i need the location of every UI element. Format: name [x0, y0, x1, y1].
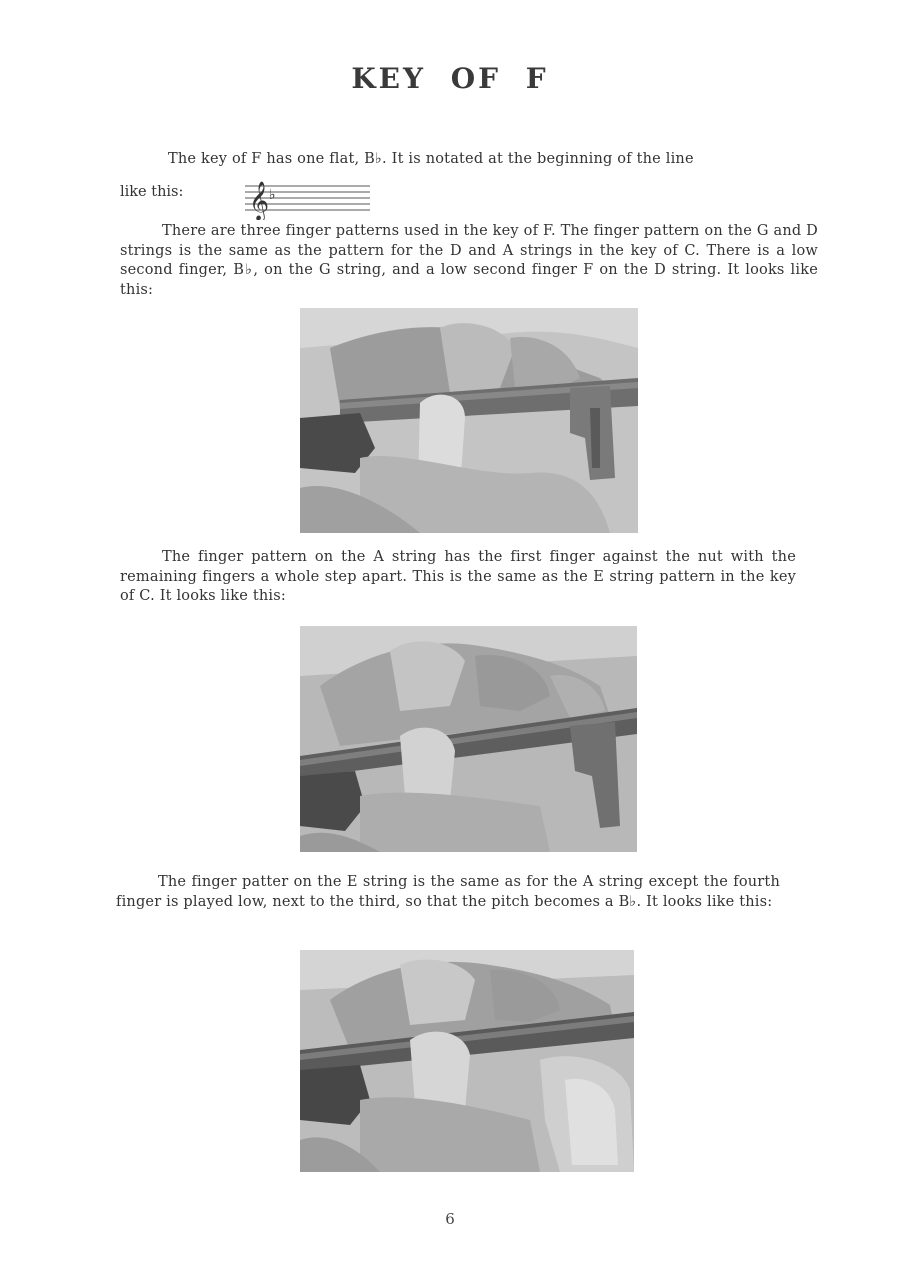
- finger-pattern-g-d-strings-photo: [300, 308, 638, 533]
- paragraph-e-string: [116, 873, 780, 912]
- finger-pattern-e-string-photo: [300, 950, 634, 1172]
- paragraph-e-string-text: The finger patter on the E string is the same as for the A string except the fourth finger is played low, next to the third, so that the pitch becomes a B♭. It looks like this:: [116, 874, 780, 910]
- paragraph-three-patterns: [120, 222, 818, 300]
- page-title: KEY OF F: [351, 62, 549, 95]
- paragraph-a-string: [120, 548, 796, 607]
- finger-pattern-a-string-photo: [300, 626, 637, 852]
- treble-clef-icon: 𝄞: [249, 181, 270, 220]
- page-number: 6: [445, 1210, 455, 1228]
- flat-sign-icon: ♭: [269, 187, 276, 203]
- like-this-label: like this:: [120, 184, 184, 200]
- paragraph-a-string-text: The finger pattern on the A string has the first finger against the nut with the remaining fingers a whole step apart. This is the same as the E string pattern in the key of C. It looks like this:: [120, 549, 796, 604]
- key-signature-staff: [245, 176, 370, 220]
- paragraph-three-patterns-text: There are three finger patterns used in the key of F. The finger pattern on the G and D strings is the same as the pattern for the D and A strings in the key of C. There is a low second finger, B♭, on the G string, and a low second finger F on the D string. It looks like this:: [120, 223, 818, 298]
- paragraph-key-signature: The key of F has one flat, B♭. It is notated at the beginning of the line: [168, 151, 694, 167]
